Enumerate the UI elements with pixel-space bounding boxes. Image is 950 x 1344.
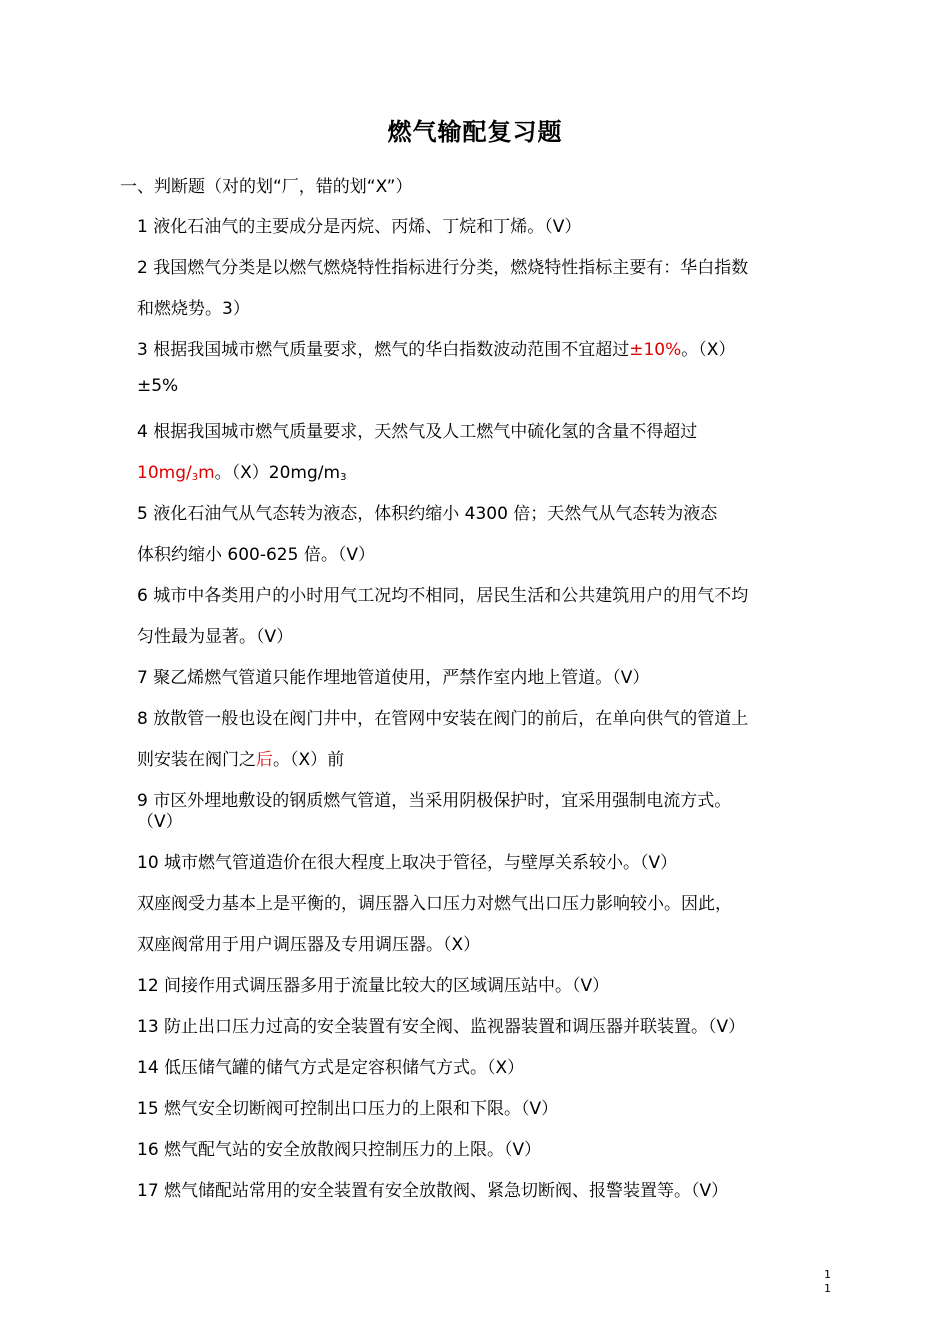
line-text: 7 聚乙烯燃气管道只能作埋地管道使用，严禁作室内地上管道。（V） [137, 668, 650, 688]
line-text: 和燃烧势。3） [137, 299, 250, 319]
question-line [137, 930, 480, 955]
line-text: 3 根据我国城市燃气质量要求，燃气的华白指数波动范围不宜超过 [137, 340, 630, 360]
line-text: 14 低压储气罐的储气方式是定容积储气方式。（X） [137, 1058, 525, 1078]
line-text: 6 城市中各类用户的小时用气工况均不相同，居民生活和公共建筑用户的用气不均 [137, 586, 749, 606]
line-text: 双座阀受力基本上是平衡的，调压器入口压力对燃气出口压力影响较小。因此， [137, 894, 732, 914]
line-text: （V） [137, 812, 183, 832]
line-text: 1 液化石油气的主要成分是丙烷、丙烯、丁烷和丁烯。（V） [137, 217, 582, 237]
page-number-bottom: 1 [824, 1282, 831, 1295]
line-text: 12 间接作用式调压器多用于流量比较大的区域调压站中。（V） [137, 976, 610, 996]
line-text: 13 防止出口压力过高的安全装置有安全阀、监视器装置和调压器并联装置。（V） [137, 1017, 746, 1037]
page-number-top: 1 [824, 1268, 831, 1281]
question-line [137, 540, 375, 565]
line-text: 则安装在阀门之 [137, 750, 256, 770]
highlighted-text: 3 [191, 472, 199, 483]
question-line [137, 1012, 745, 1037]
line-text: 。（X） [681, 340, 736, 360]
question-line [137, 807, 183, 832]
question-line [137, 1094, 558, 1119]
line-text: 5 液化石油气从气态转为液态，体积约缩小 4300 倍；天然气从气态转为液态 [137, 504, 718, 524]
question-line [137, 663, 649, 688]
line-text: 匀性最为显著。（V） [137, 627, 294, 647]
question-line [137, 212, 581, 237]
question-line [137, 581, 748, 606]
highlighted-text: 3 [340, 472, 347, 483]
highlighted-text: 10mg/ [137, 463, 192, 483]
line-text: 双座阀常用于用户调压器及专用调压器。（X） [137, 935, 481, 955]
question-line [137, 376, 178, 396]
question-line [137, 1176, 728, 1201]
question-line [137, 499, 717, 524]
line-text: 。（X）20mg/m [214, 463, 341, 483]
question-line [137, 253, 748, 278]
line-text: 16 燃气配气站的安全放散阀只控制压力的上限。（V） [137, 1140, 542, 1160]
line-text: 体积约缩小 600-625 倍。（V） [137, 545, 375, 565]
question-line [137, 786, 731, 811]
question-line [137, 417, 697, 442]
question-line [137, 848, 677, 873]
question-line [137, 704, 748, 729]
highlighted-text: 后 [256, 750, 273, 770]
question-line [137, 745, 344, 770]
line-text: 15 燃气安全切断阀可控制出口压力的上限和下限。（V） [137, 1099, 559, 1119]
line-text: 。（X）前 [273, 750, 345, 770]
line-text: 10 城市燃气管道造价在很大程度上取决于管径，与壁厚关系较小。（V） [137, 853, 678, 873]
page-title: 燃气输配复习题 [387, 118, 563, 146]
question-line [137, 971, 609, 996]
question-line [137, 622, 293, 647]
line-text: 17 燃气储配站常用的安全装置有安全放散阀、紧急切断阀、报警装置等。（V） [137, 1181, 729, 1201]
highlighted-text: ±10% [629, 340, 682, 360]
line-text: 9 市区外埋地敷设的钢质燃气管道，当采用阴极保护时，宜采用强制电流方式。 [137, 791, 732, 811]
question-line [137, 335, 735, 360]
question-line [137, 889, 732, 914]
highlighted-text: m [198, 463, 215, 483]
line-text: 8 放散管一般也设在阀门井中，在管网中安装在阀门的前后，在单向供气的管道上 [137, 709, 749, 729]
question-line [137, 1135, 541, 1160]
question-line [137, 1053, 524, 1078]
page-number [824, 1268, 831, 1296]
line-text: 4 根据我国城市燃气质量要求，天然气及人工燃气中硫化氢的含量不得超过 [137, 422, 698, 442]
question-line [137, 294, 250, 319]
line-text: ±5% [137, 376, 179, 396]
section-heading: 一、判断题（对的划“厂，错的划“X”） [120, 177, 413, 197]
question-line [137, 458, 346, 483]
line-text: 2 我国燃气分类是以燃气燃烧特性指标进行分类，燃烧特性指标主要有：华白指数 [137, 258, 749, 278]
